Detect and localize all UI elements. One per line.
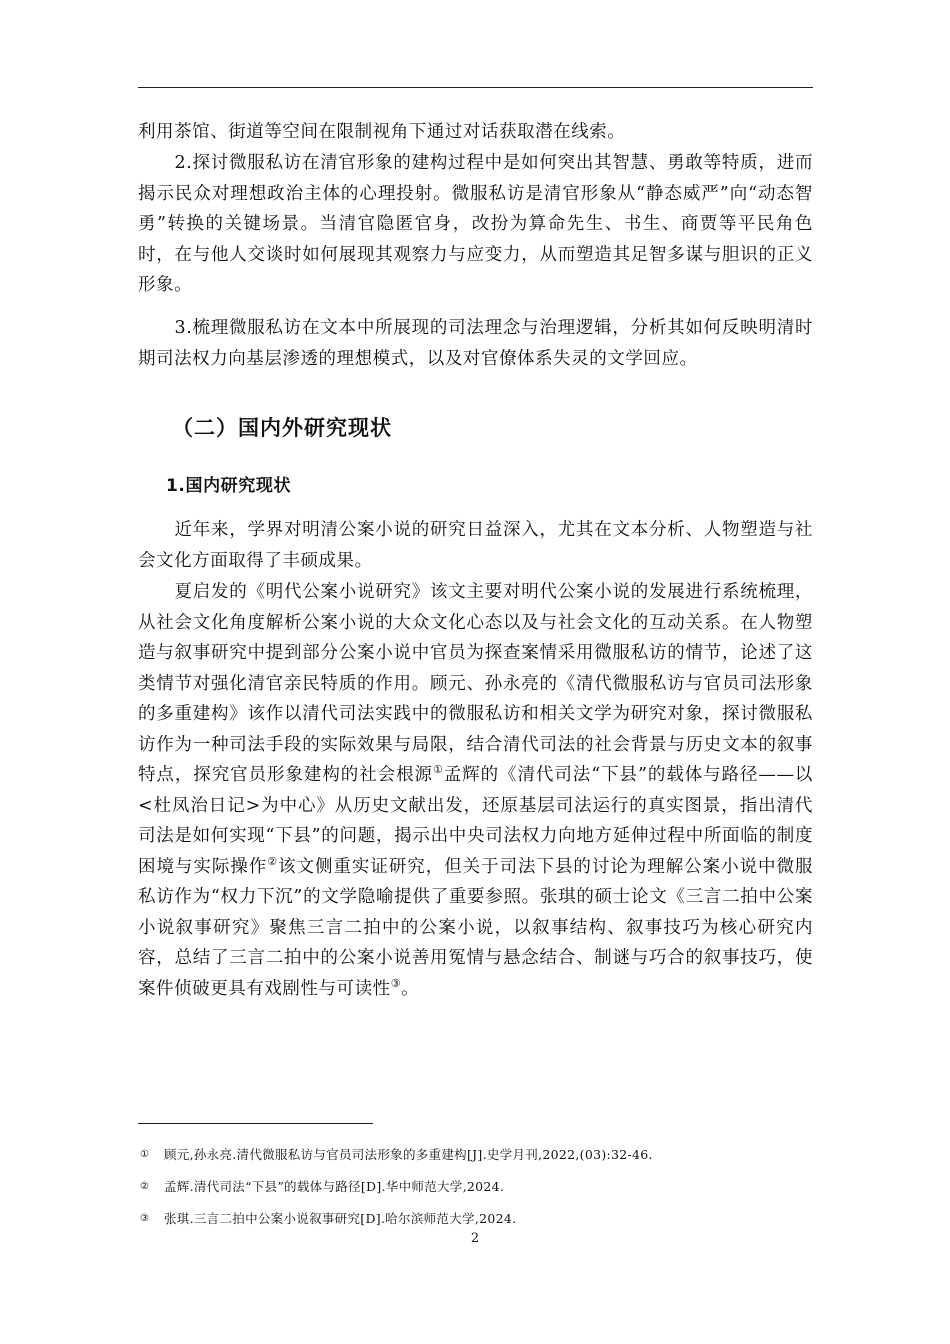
footnote-2 [140, 1177, 504, 1195]
paragraph-literature-review [138, 577, 813, 1004]
footnote-ref-1[interactable]: ① [432, 763, 444, 777]
paragraph-continuation: 利用茶馆、街道等空间在限制视角下通过对话获取潜在线索。 [138, 122, 626, 142]
header-rule [138, 87, 813, 88]
footnote-ref-3[interactable]: ③ [390, 976, 402, 990]
paragraph-text-1: 夏启发的《明代公案小说研究》该文主要对明代公案小说的发展进行系统梳理，从社会文化角度解析公案小说的大众文化心态以及与社会文化的互动关系。在人物塑造与叙事研究中提到部分公案小说中官员为探查案情采用微服私访的情节，论述了这类情节对强化清官亲民特质的作用。顾元、孙永亮的《清代微服私访与官员司法形象的多重建构》该作以清代司法实践中的微服私访和相关文学为研究对象，探讨微服私访作为一种司法手段的实际效果与局限，结合清代司法的社会背景与历史文本的叙事特点，探究官员形象建构的社会根源 [138, 582, 813, 785]
page-number: 2 [470, 1231, 480, 1246]
footnote-mark: ① [140, 1149, 150, 1160]
footnote-mark: ② [140, 1181, 150, 1192]
footnote-1 [140, 1145, 653, 1163]
paragraph-aim-3: 3.梳理微服私访在文本中所展现的司法理念与治理逻辑，分析其如何反映明清时期司法权力向基层渗透的理想模式，以及对官僚体系失灵的文学回应。 [138, 318, 813, 369]
paragraph-text-3: 该文侧重实证研究，但关于司法下县的讨论为理解公案小说中微服私访作为“权力下沉”的文学隐喻提供了重要参照。张琪的硕士论文《三言二拍中公案小说叙事研究》聚焦三言二拍中的公案小说，以叙事结构、叙事技巧为核心研究内容，总结了三言二拍中的公案小说善用冤情与悬念结合、制谜与巧合的叙事技巧，使案件侦破更具有戏剧性与可读性 [138, 856, 813, 999]
paragraph-aim-2: 2.探讨微服私访在清官形象的建构过程中是如何突出其智慧、勇敢等特质，进而揭示民众对理想政治主体的心理投射。微服私访是清官形象从“静态威严”向“动态智勇”转换的关键场景。当清官隐匿官身，改扮为算命先生、书生、商贾等平民角色时，在与他人交谈时如何展现其观察力与应变力，从而塑造其足智多谋与胆识的正义形象。 [138, 153, 813, 295]
subsection-heading: 1.国内研究现状 [166, 476, 292, 496]
paragraph-text-4: 。 [401, 978, 420, 999]
section-heading: （二）国内外研究现状 [172, 416, 392, 440]
footnote-3 [140, 1209, 516, 1227]
footnote-mark: ③ [140, 1213, 150, 1224]
footnote-separator [138, 1123, 373, 1124]
paragraph-text-2: 孟辉的《清代司法“下县”的载体与路径——以<杜凤治日记>为中心》从历史文献出发，还原基层司法运行的真实图景，指出清代司法是如何实现“下县”的问题，揭示出中央司法权力向地方延伸过程中所面临的制度困境与实际操作 [138, 765, 813, 877]
paragraph-intro: 近年来，学界对明清公案小说的研究日益深入，尤其在文本分析、人物塑造与社会文化方面取得了丰硕成果。 [138, 520, 813, 571]
footnote-text: 孟辉.清代司法“下县”的载体与路径[D].华中师范大学,2024. [164, 1179, 505, 1194]
footnote-text: 顾元,孙永亮.清代微服私访与官员司法形象的多重建构[J].史学月刊,2022,(03):32-46. [164, 1147, 653, 1162]
footnote-ref-2[interactable]: ② [267, 854, 279, 868]
footnote-text: 张琪.三言二拍中公案小说叙事研究[D].哈尔滨师范大学,2024. [164, 1211, 517, 1226]
